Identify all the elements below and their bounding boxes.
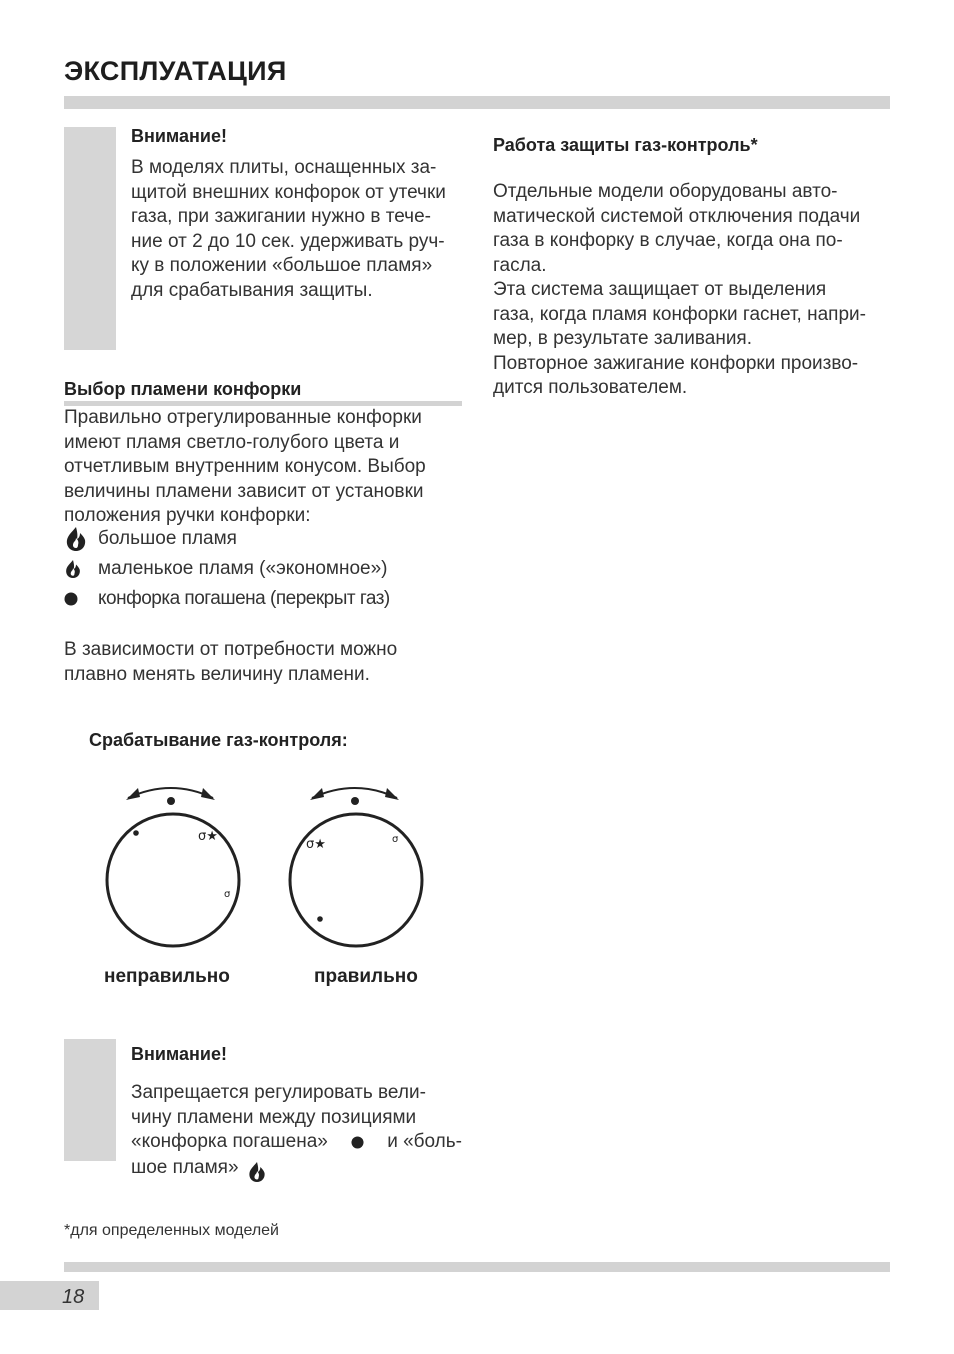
- warning-line: ние от 2 до 10 сек. удерживать руч-: [131, 230, 445, 252]
- note-line: плавно менять величину пламени.: [64, 663, 370, 685]
- warning-text-part: шое пламя»: [131, 1157, 239, 1179]
- warning-line: Запрещается регулировать вели-: [131, 1082, 426, 1103]
- large-flame-icon: [247, 1161, 267, 1183]
- knob-circle: [107, 814, 239, 946]
- footer-rule: [64, 1262, 890, 1272]
- flame-section-note: [64, 638, 462, 687]
- large-flame-ignition-mark: σ★: [306, 837, 326, 852]
- legend-label: конфорка погашена (перекрыт газ): [98, 588, 390, 609]
- gas-protection-text: [493, 180, 890, 401]
- legend-label: маленькое пламя («экономное»): [98, 558, 388, 579]
- off-dot-icon: [351, 1136, 364, 1149]
- intro-line: отчетливым внутренним конусом. Выбор: [64, 456, 426, 477]
- label-right: правильно: [314, 966, 418, 987]
- label-wrong: неправильно: [104, 966, 230, 987]
- header-rule: [64, 96, 890, 109]
- flame-legend: [64, 524, 464, 614]
- off-position-mark: [317, 916, 323, 922]
- gas-protection-line: газа в конфорку в случае, когда она по-: [493, 230, 843, 251]
- knob-right-diagram: [284, 780, 434, 970]
- gas-protection-line: Повторное зажигание конфорки произво-: [493, 352, 859, 374]
- knob-circle: [290, 814, 422, 946]
- gas-protection-line: гасла.: [493, 254, 547, 276]
- diagram-title: Срабатывание газ-контроля:: [89, 730, 348, 750]
- knob-wrong-diagram: [100, 780, 250, 970]
- footnote: *для определенных моделей: [64, 1222, 279, 1239]
- page-number: 18: [62, 1286, 85, 1308]
- intro-line: положения ручки конфорки:: [64, 505, 311, 526]
- rotation-arrow-icon: [312, 788, 397, 798]
- legend-label: большое пламя: [98, 528, 237, 549]
- warning-line: газа, при зажигании нужно в тече-: [131, 206, 431, 227]
- warning-line: для срабатывания защиты.: [131, 279, 373, 301]
- legend-item-small-flame: [64, 554, 464, 584]
- note-line: В зависимости от потребности можно: [64, 639, 398, 660]
- warning-title: Внимание!: [131, 126, 227, 146]
- gas-protection-line: матической системой отключения подачи: [493, 205, 861, 227]
- small-flame-mark: σ: [224, 889, 231, 900]
- off-dot-icon: [64, 592, 98, 606]
- gas-protection-line: газа, когда пламя конфорки гаснет, напри-: [493, 303, 866, 325]
- index-mark: [167, 797, 175, 805]
- flame-section-title: Выбор пламени конфорки: [64, 379, 302, 399]
- warning-text-part: «конфорка погашена»: [131, 1131, 328, 1152]
- large-flame-ignition-mark: σ★: [198, 829, 218, 844]
- small-flame-mark: σ: [392, 834, 399, 845]
- gas-protection-line: мер, в результате заливания.: [493, 328, 752, 349]
- gas-protection-line: Отдельные модели оборудованы авто-: [493, 181, 838, 202]
- warning-line: [131, 1130, 462, 1155]
- large-flame-icon: [64, 526, 98, 552]
- warning-text: [131, 1081, 462, 1183]
- gas-protection-line: дится пользователем.: [493, 377, 688, 398]
- index-mark: [351, 797, 359, 805]
- legend-item-off: [64, 584, 464, 614]
- gas-protection-line: Эта система защищает от выделения: [493, 279, 827, 300]
- off-position-mark: [133, 830, 139, 836]
- warning-text: [131, 156, 462, 303]
- warning-text-part: и «боль-: [387, 1131, 462, 1152]
- warning-side-bar: [64, 127, 116, 350]
- warning-side-bar: [64, 1039, 116, 1161]
- warning-line: чину пламени между позициями: [131, 1106, 417, 1128]
- warning-line: ку в положении «большое пламя»: [131, 255, 433, 276]
- intro-line: имеют пламя светло-голубого цвета и: [64, 431, 400, 453]
- page-title: ЭКСПЛУАТАЦИЯ: [64, 56, 287, 86]
- warning-title: Внимание!: [131, 1044, 227, 1064]
- intro-line: Правильно отрегулированные конфорки: [64, 407, 422, 428]
- gas-protection-title: Работа защиты газ-контроль*: [493, 135, 758, 155]
- warning-line: щитой внешних конфорок от утечки: [131, 181, 446, 203]
- flame-section-intro: [64, 406, 462, 529]
- rotation-arrow-icon: [128, 788, 213, 798]
- small-flame-icon: [64, 559, 98, 579]
- warning-line: В моделях плиты, оснащенных за-: [131, 157, 437, 178]
- legend-item-large-flame: [64, 524, 464, 554]
- warning-line: [131, 1155, 462, 1183]
- intro-line: величины пламени зависит от установки: [64, 480, 424, 502]
